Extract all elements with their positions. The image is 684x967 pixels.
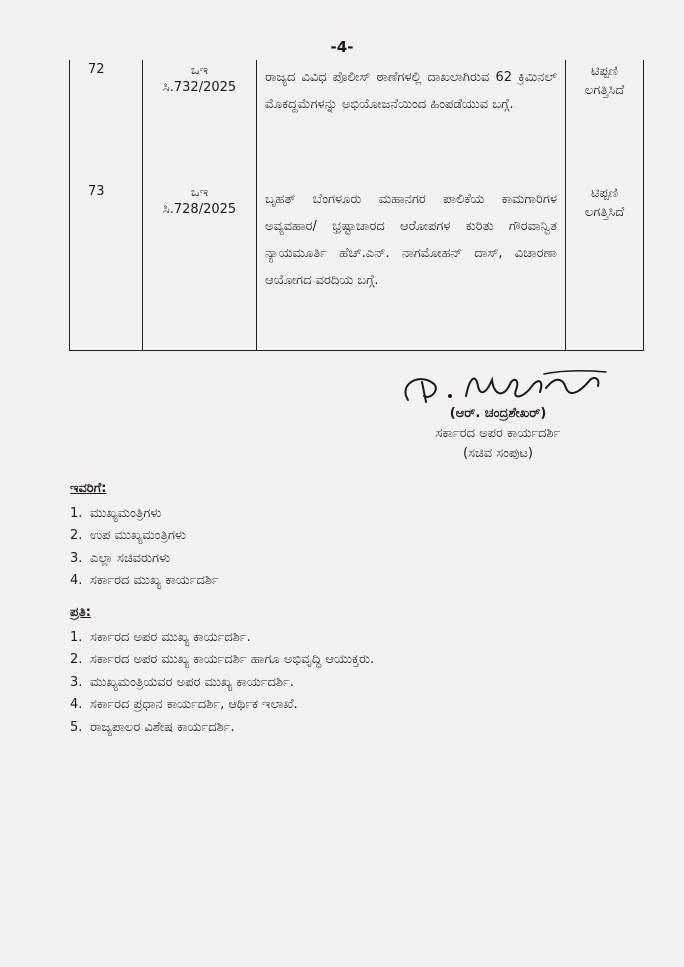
list-index: 1. xyxy=(70,629,83,645)
recipients-section xyxy=(70,478,219,593)
copy-list xyxy=(70,627,374,740)
remark-cell xyxy=(566,60,644,182)
table-row xyxy=(70,182,644,351)
list-item xyxy=(70,548,219,571)
copy-section xyxy=(70,602,374,739)
signatory-designation: ಸರ್ಕಾರದ ಅಪರ ಕಾರ್ಯದರ್ಶಿ xyxy=(435,426,561,441)
remark-line: ಟಿಪ್ಪಣಿ xyxy=(590,186,619,201)
item-number: 72 xyxy=(70,60,143,182)
copy-heading: ಪ್ರತಿ: xyxy=(70,605,91,620)
list-index: 4. xyxy=(70,573,83,588)
agenda-table xyxy=(69,60,644,351)
list-item xyxy=(70,570,219,593)
list-item xyxy=(70,503,219,526)
list-text: ಸರ್ಕಾರದ ಪ್ರಧಾನ ಕಾರ್ಯದರ್ಶಿ, ಆರ್ಥಿಕ ಇಲಾಖೆ. xyxy=(90,697,298,712)
list-index: 2. xyxy=(70,528,83,543)
file-prefix: ಒಇ xyxy=(190,185,209,200)
table-row xyxy=(70,60,644,182)
list-item xyxy=(70,627,374,650)
list-item xyxy=(70,717,374,740)
list-text: ಸರ್ಕಾರದ ಅಪರ ಮುಖ್ಯ ಕಾರ್ಯದರ್ಶಿ. xyxy=(90,629,251,645)
subject-text: ಬೃಹತ್ ಬೆಂಗಳೂರು ಮಹಾನಗರ ಪಾಲಿಕೆಯ ಕಾಮಗಾರಿಗಳ ಅವ್ಯವಹಾರ/ ಭ್ರಷ್ಟಾಚಾರದ ಆರೋಪಗಳ ಕುರಿತು ಗೌರವಾನ್ವಿತ ನ್ಯಾಯಮೂರ್ತಿ ಹೆಚ್.ಎನ್. ನಾಗಮೋಹನ್ ದಾಸ್, ವಿಚಾರಣಾ ಆಯೋಗದ ವರದಿಯ ಬಗ್ಗೆ. xyxy=(257,182,566,351)
list-index: 3. xyxy=(70,550,83,566)
list-index: 4. xyxy=(70,697,83,712)
list-text: ಸರ್ಕಾರದ ಮುಖ್ಯ ಕಾರ್ಯದರ್ಶಿ xyxy=(90,573,219,588)
file-prefix: ಒಇ xyxy=(190,63,209,78)
remark-line: ಲಗತ್ತಿಸಿದೆ xyxy=(584,83,625,98)
list-index: 2. xyxy=(70,652,83,667)
list-text: ರಾಜ್ಯಪಾಲರ ವಿಶೇಷ ಕಾರ್ಯದರ್ಶಿ. xyxy=(90,719,235,735)
list-item xyxy=(70,649,374,672)
list-text: ಉಪ ಮುಖ್ಯಮಂತ್ರಿಗಳು xyxy=(90,528,187,543)
subject-text: ರಾಜ್ಯದ ವಿವಿಧ ಪೊಲೀಸ್ ಠಾಣೆಗಳಲ್ಲಿ ದಾಖಲಾಗಿರುವ 62 ಕ್ರಿಮಿನಲ್ ಮೊಕದ್ದಮೆಗಳನ್ನು ಅಭಿಯೋಜನೆಯಿಂದ ಹಿಂಪಡೆಯುವ ಬಗ್ಗೆ. xyxy=(257,60,566,182)
list-item xyxy=(70,525,219,548)
list-index: 1. xyxy=(70,505,83,521)
file-number-cell xyxy=(143,182,257,351)
item-number: 73 xyxy=(70,182,143,351)
page-number: -4- xyxy=(330,38,354,56)
signatory-department: (ಸಚಿವ ಸಂಪುಟ) xyxy=(463,446,533,461)
recipients-heading: ಇವರಿಗೆ: xyxy=(70,481,107,496)
list-item xyxy=(70,694,374,717)
signatory-name: (ಆರ್. ಚಂದ್ರಶೇಖರ್) xyxy=(449,406,547,421)
list-index: 3. xyxy=(70,674,83,690)
file-number-cell xyxy=(143,60,257,182)
remark-line: ಟಿಪ್ಪಣಿ xyxy=(590,64,619,79)
list-text: ಮುಖ್ಯಮಂತ್ರಿಗಳು xyxy=(90,505,162,521)
list-text: ಸರ್ಕಾರದ ಅಪರ ಮುಖ್ಯ ಕಾರ್ಯದರ್ಶಿ ಹಾಗೂ ಅಭಿವೃದ್ಧಿ ಆಯುಕ್ತರು. xyxy=(90,652,375,667)
file-number: ಸಿ.732/2025 xyxy=(162,80,237,95)
list-item xyxy=(70,672,374,695)
file-number: ಸಿ.728/2025 xyxy=(162,202,237,217)
recipients-list xyxy=(70,503,219,593)
list-text: ಮುಖ್ಯಮಂತ್ರಿಯವರ ಅಪರ ಮುಖ್ಯ ಕಾರ್ಯದರ್ಶಿ. xyxy=(90,674,294,690)
remark-line: ಲಗತ್ತಿಸಿದೆ xyxy=(584,205,625,220)
remark-cell xyxy=(566,182,644,351)
signatory-block xyxy=(378,404,618,464)
list-index: 5. xyxy=(70,719,83,735)
list-text: ಎಲ್ಲಾ ಸಚಿವರುಗಳು xyxy=(90,550,171,566)
